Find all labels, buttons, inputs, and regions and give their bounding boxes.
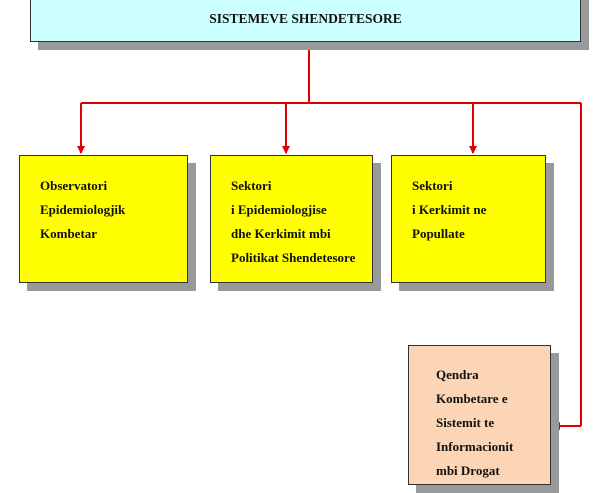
unit-1-line-1: Observatori bbox=[40, 178, 108, 193]
unit-3-line-1: Sektori bbox=[412, 178, 453, 193]
unit-1-line-3: Kombetar bbox=[40, 226, 98, 241]
info-center-line-2: Kombetare e bbox=[436, 391, 508, 406]
unit-box-observatory bbox=[19, 155, 188, 283]
unit-2-line-1: Sektori bbox=[231, 178, 272, 193]
unit-2-line-3: dhe Kerkimit mbi bbox=[231, 226, 331, 241]
unit-box-population-research bbox=[391, 155, 546, 283]
unit-box-epidemiology-policy bbox=[210, 155, 373, 283]
unit-3-line-2: i Kerkimit ne bbox=[412, 202, 487, 217]
info-center-line-4: Informacionit bbox=[436, 439, 514, 454]
unit-1-line-2: Epidemiologjik bbox=[40, 202, 126, 217]
info-center-line-3: Sistemit te bbox=[436, 415, 495, 430]
info-center-box bbox=[408, 345, 551, 485]
info-center-line-5: mbi Drogat bbox=[436, 463, 500, 478]
info-center-line-1: Qendra bbox=[436, 367, 479, 382]
unit-2-line-2: i Epidemiologjise bbox=[231, 202, 327, 217]
top-box-title: SISTEMEVE SHENDETESORE bbox=[209, 11, 402, 26]
unit-2-line-4: Politikat Shendetesore bbox=[231, 250, 356, 265]
unit-3-line-3: Popullate bbox=[412, 226, 465, 241]
top-institution-box bbox=[30, 0, 581, 42]
